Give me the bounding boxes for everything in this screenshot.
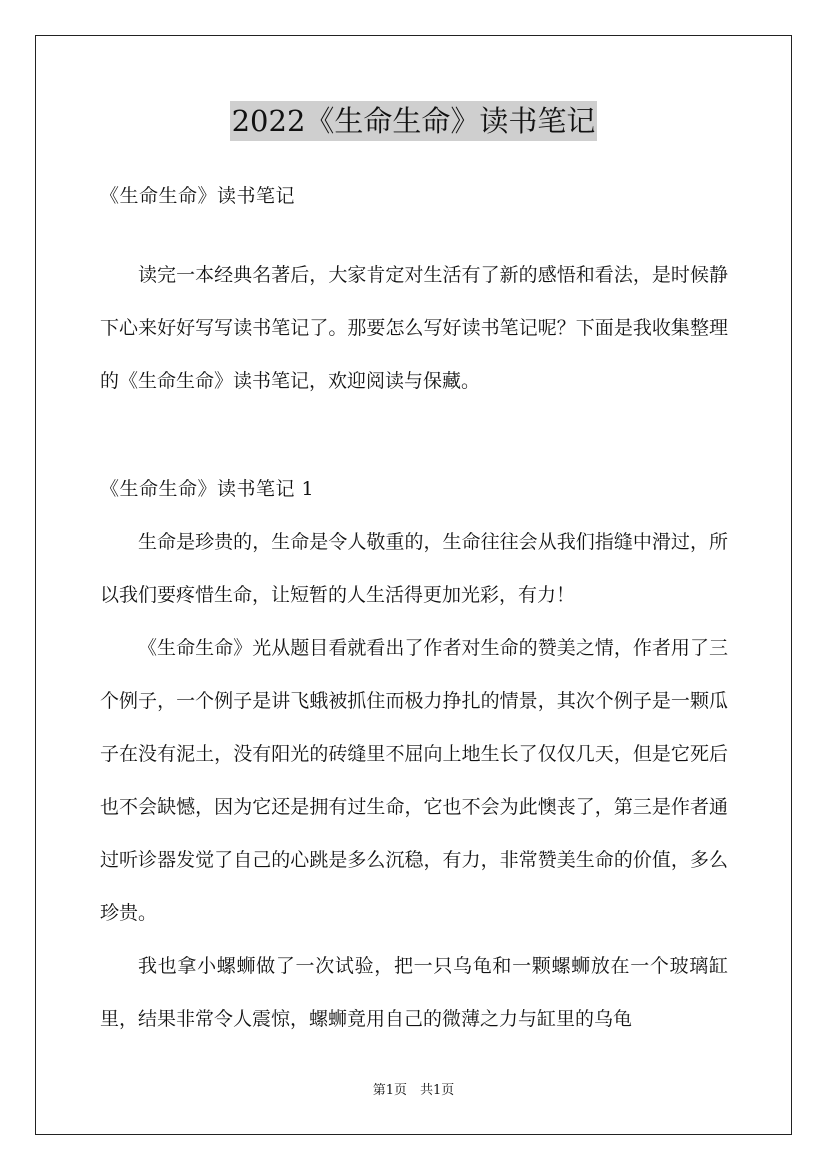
body-paragraph-2: 《生命生命》光从题目看就看出了作者对生命的赞美之情，作者用了三个例子，一个例子是讲飞蛾被抓住而极力挣扎的情景，其次个例子是一颗瓜子在没有泥土，没有阳光的砖缝里不屈向上地生长了仅仅几天，但是它死后也不会缺憾，因为它还是拥有过生命，它也不会为此懊丧了，第三是作者通过听诊器发觉了自己的心跳是多么沉稳，有力，非常赞美生命的价值，多么珍贵。 bbox=[100, 637, 728, 924]
intro-heading: 《生命生命》读书笔记 bbox=[100, 185, 296, 207]
spacer bbox=[100, 223, 728, 249]
section-heading: 《生命生命》读书笔记 1 bbox=[100, 478, 315, 500]
document-body bbox=[100, 170, 728, 1046]
body-paragraph-3: 我也拿小螺蛳做了一次试验，把一只乌龟和一颗螺蛳放在一个玻璃缸里，结果非常令人震惊，螺蛳竟用自己的微薄之力与缸里的乌龟 bbox=[100, 955, 728, 1030]
document-title: 2022《生命生命》读书笔记 bbox=[230, 101, 598, 141]
body-paragraph-1: 生命是珍贵的，生命是令人敬重的，生命往往会从我们指缝中滑过，所以我们要疼惜生命，让短暂的人生活得更加光彩，有力！ bbox=[100, 531, 728, 606]
title-container bbox=[0, 101, 827, 141]
spacer bbox=[100, 408, 728, 463]
page-footer: 第1页 共1页 bbox=[372, 1083, 455, 1098]
intro-paragraph: 读完一本经典名著后，大家肯定对生活有了新的感悟和看法，是时候静下心来好好写写读书笔记了。那要怎么写好读书笔记呢？下面是我收集整理的《生命生命》读书笔记，欢迎阅读与保藏。 bbox=[100, 264, 728, 392]
